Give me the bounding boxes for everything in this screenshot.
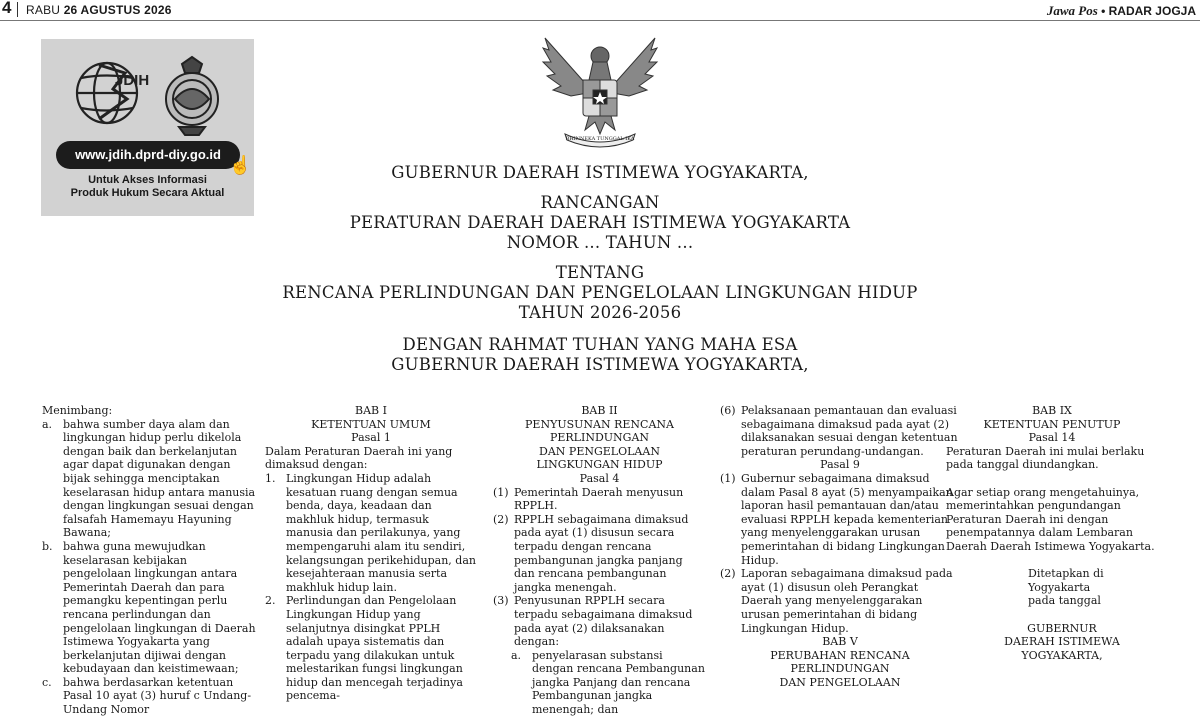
list-text: RPPLH sebagaimana dimaksud pada ayat (1) disusun secara terpadu dengan rencana pembangunan jangka panjang dan rencana pembangunan jangka menengah. [514, 512, 689, 594]
masthead-section: RADAR JOGJA [1108, 4, 1196, 18]
pasal-heading: Pasal 4 [579, 471, 620, 485]
closing-paragraph: Agar setiap orang mengetahuinya, memerintahkan pengundangan Peraturan Daerah ini dengan penempatannya dalam Lembaran Daerah Daerah Istimewa Yogyakarta. [946, 485, 1155, 553]
regulation-number: NOMOR ... TAHUN ... [506, 233, 694, 252]
jdih-url: www.jdih.dprd-diy.go.id [56, 141, 240, 169]
garuda-emblem-icon [535, 30, 665, 148]
masthead [1047, 3, 1196, 19]
column-considerations [42, 404, 257, 717]
list-item [493, 594, 706, 648]
issue-day: RABU [26, 3, 61, 17]
issue-date-value: 26 AGUSTUS 2026 [63, 3, 172, 17]
list-text: Pelaksanaan pemantauan dan evaluasi sebagaimana dimaksud pada ayat (2) dilaksanakan sesuai dengan ketentuan peraturan perundang-undangan. [741, 404, 958, 458]
list-text: bahwa guna mewujudkan keselarasan kebijakan pengelolaan lingkungan antara Pemerintah Daerah dan para pemangku kepentingan perlu rencana perlindungan dan pengelolaan lingkungan di Daerah Istimewa Yogyakarta yang berkelanjutan dijiwai dengan kebudayaan dan keistimewaan; [63, 539, 256, 676]
list-marker: a. [42, 417, 53, 431]
list-item [720, 567, 960, 635]
bab-title-line: DAN PENGELOLAAN [539, 444, 660, 458]
list-item [720, 404, 960, 458]
masthead-bullet: • [1101, 4, 1106, 18]
jdih-logo-text: JDIH [115, 72, 150, 89]
issue-date [26, 3, 172, 17]
cursor-icon: ☝ [229, 155, 252, 176]
signature-date: pada tanggal [1028, 594, 1101, 608]
list-item [265, 594, 477, 703]
emblem-motto: BHINNEKA TUNGGAL IKA [565, 136, 635, 142]
list-marker: 1. [265, 471, 276, 485]
governor-heading: GUBERNUR DAERAH ISTIMEWA YOGYAKARTA, [391, 163, 809, 182]
bab-heading: BAB IX [1032, 404, 1072, 417]
signature-place: Ditetapkan di Yogyakarta [1028, 567, 1104, 594]
page-number: 4 [2, 0, 12, 17]
bab-title-line: DAN PENGELOLAAN [779, 675, 901, 689]
list-text: penyelarasan substansi dengan rencana Pembangunan jangka Panjang dan rencana Pembangunan jangka menengah; dan [532, 648, 705, 717]
list-text: Pemerintah Daerah menyusun RPPLH. [514, 485, 684, 513]
list-item [42, 540, 257, 676]
header-divider [17, 2, 18, 17]
list-item [493, 513, 706, 595]
regulation-subject: RENCANA PERLINDUNGAN DAN PENGELOLAAN LINGKUNGAN HIDUP [282, 283, 918, 302]
ad-caption [41, 174, 254, 200]
pasal-heading: Pasal 9 [820, 458, 860, 472]
bab-title-line: LINGKUNGAN HIDUP [536, 458, 663, 472]
list-marker: b. [42, 539, 53, 553]
column-bab-2 [493, 404, 706, 717]
signature-region: DAERAH ISTIMEWA YOGYAKARTA, [1004, 635, 1120, 662]
closing-paragraph: Peraturan Daerah ini mulai berlaku pada tanggal diundangkan. [946, 444, 1145, 472]
signature-title: GUBERNUR [1027, 621, 1097, 635]
masthead-brand: Jawa Pos [1046, 3, 1098, 18]
page-header [0, 0, 1200, 21]
diy-crest-icon [166, 57, 218, 135]
list-text: Lingkungan Hidup adalah kesatuan ruang dengan semua benda, daya, keadaan dan makhluk hidup, termasuk manusia dan perilakunya, yang mempengaruhi alam itu sendiri, kelangsungan perikehidupan, dan kesejahteraan manusia serta makhluk hidup lain. [286, 471, 476, 594]
bab-title: KETENTUAN PENUTUP [983, 417, 1121, 431]
pasal-intro: Dalam Peraturan Daerah ini yang dimaksud dengan: [265, 444, 453, 472]
column-closing [946, 404, 1158, 662]
regulation-period: TAHUN 2026-2056 [518, 303, 682, 322]
ad-caption-line1: Untuk Akses Informasi [88, 174, 207, 186]
list-marker: (2) [493, 512, 509, 526]
list-item [265, 472, 477, 594]
list-item [42, 676, 257, 717]
jdih-logos [69, 49, 229, 139]
bab-heading: BAB II [581, 404, 618, 417]
regarding-label: TENTANG [555, 263, 645, 282]
bab-title-line: PERLINDUNGAN [790, 662, 890, 676]
list-marker: (3) [493, 594, 509, 608]
list-text: Laporan sebagaimana dimaksud pada ayat (1) disusun oleh Perangkat Daerah yang menyelenggarakan urusan pemerintahan di bidang Lingkungan Hidup. [741, 567, 953, 635]
governor-closing: GUBERNUR DAERAH ISTIMEWA YOGYAKARTA, [391, 355, 809, 374]
list-text: Perlindungan dan Pengelolaan Lingkungan Hidup yang selanjutnya disingkat PPLH adalah upaya sistematis dan terpadu yang dilakukan untuk melestarikan fungsi lingkungan hidup dan mencegah terjadinya pencema- [286, 594, 463, 703]
list-marker: (1) [720, 471, 736, 485]
sub-list-item [511, 649, 706, 717]
bab-title-line: PENYUSUNAN RENCANA [525, 417, 674, 431]
blessing-line: DENGAN RAHMAT TUHAN YANG MAHA ESA [402, 335, 798, 354]
pasal-heading: Pasal 1 [351, 431, 391, 445]
bab-title-line: PERUBAHAN RENCANA [770, 648, 910, 662]
list-marker: (1) [493, 485, 509, 499]
ad-caption-line2: Produk Hukum Secara Aktual [70, 187, 225, 199]
column-pasal-9 [720, 404, 960, 689]
pasal-heading: Pasal 14 [1028, 431, 1076, 445]
regulation-title: PERATURAN DAERAH DAERAH ISTIMEWA YOGYAKARTA [349, 213, 851, 232]
list-marker: (2) [720, 567, 736, 581]
list-item [42, 418, 257, 540]
draft-label: RANCANGAN [540, 193, 660, 212]
considerations-heading: Menimbang: [42, 404, 113, 417]
bab-heading: BAB V [822, 635, 858, 649]
list-text: Penyusunan RPPLH secara terpadu sebagaimana dimaksud pada ayat (2) dilaksanakan dengan: [514, 594, 693, 649]
jdih-ad [41, 39, 254, 216]
list-marker: c. [42, 675, 52, 689]
bab-title: KETENTUAN UMUM [311, 417, 431, 431]
list-text: bahwa sumber daya alam dan lingkungan hidup perlu dikelola dengan baik dan berkelanjutan agar dapat digunakan dengan bijak sehingga menciptakan keselarasan hidup antara manusia dengan lingkungan sesuai dengan falsafah Hamemayu Hayuning Bawana; [63, 417, 256, 540]
list-marker: a. [511, 648, 522, 662]
list-item [493, 486, 706, 513]
list-text: bahwa berdasarkan ketentuan Pasal 10 ayat (3) huruf c Undang-Undang Nomor [63, 675, 252, 717]
list-item [720, 472, 960, 567]
list-marker: (6) [720, 404, 736, 417]
bab-heading: BAB I [355, 404, 387, 417]
list-marker: 2. [265, 594, 276, 608]
column-bab-1 [265, 404, 477, 703]
bab-title-line: PERLINDUNGAN [549, 431, 650, 445]
list-text: Gubernur sebagaimana dimaksud dalam Pasal 8 ayat (5) menyampaikan laporan hasil pemantauan dan/atau evaluasi RPPLH kepada kementerian yang menyelenggarakan urusan pemerintahan di bidang Lingkungan Hidup. [741, 471, 953, 567]
